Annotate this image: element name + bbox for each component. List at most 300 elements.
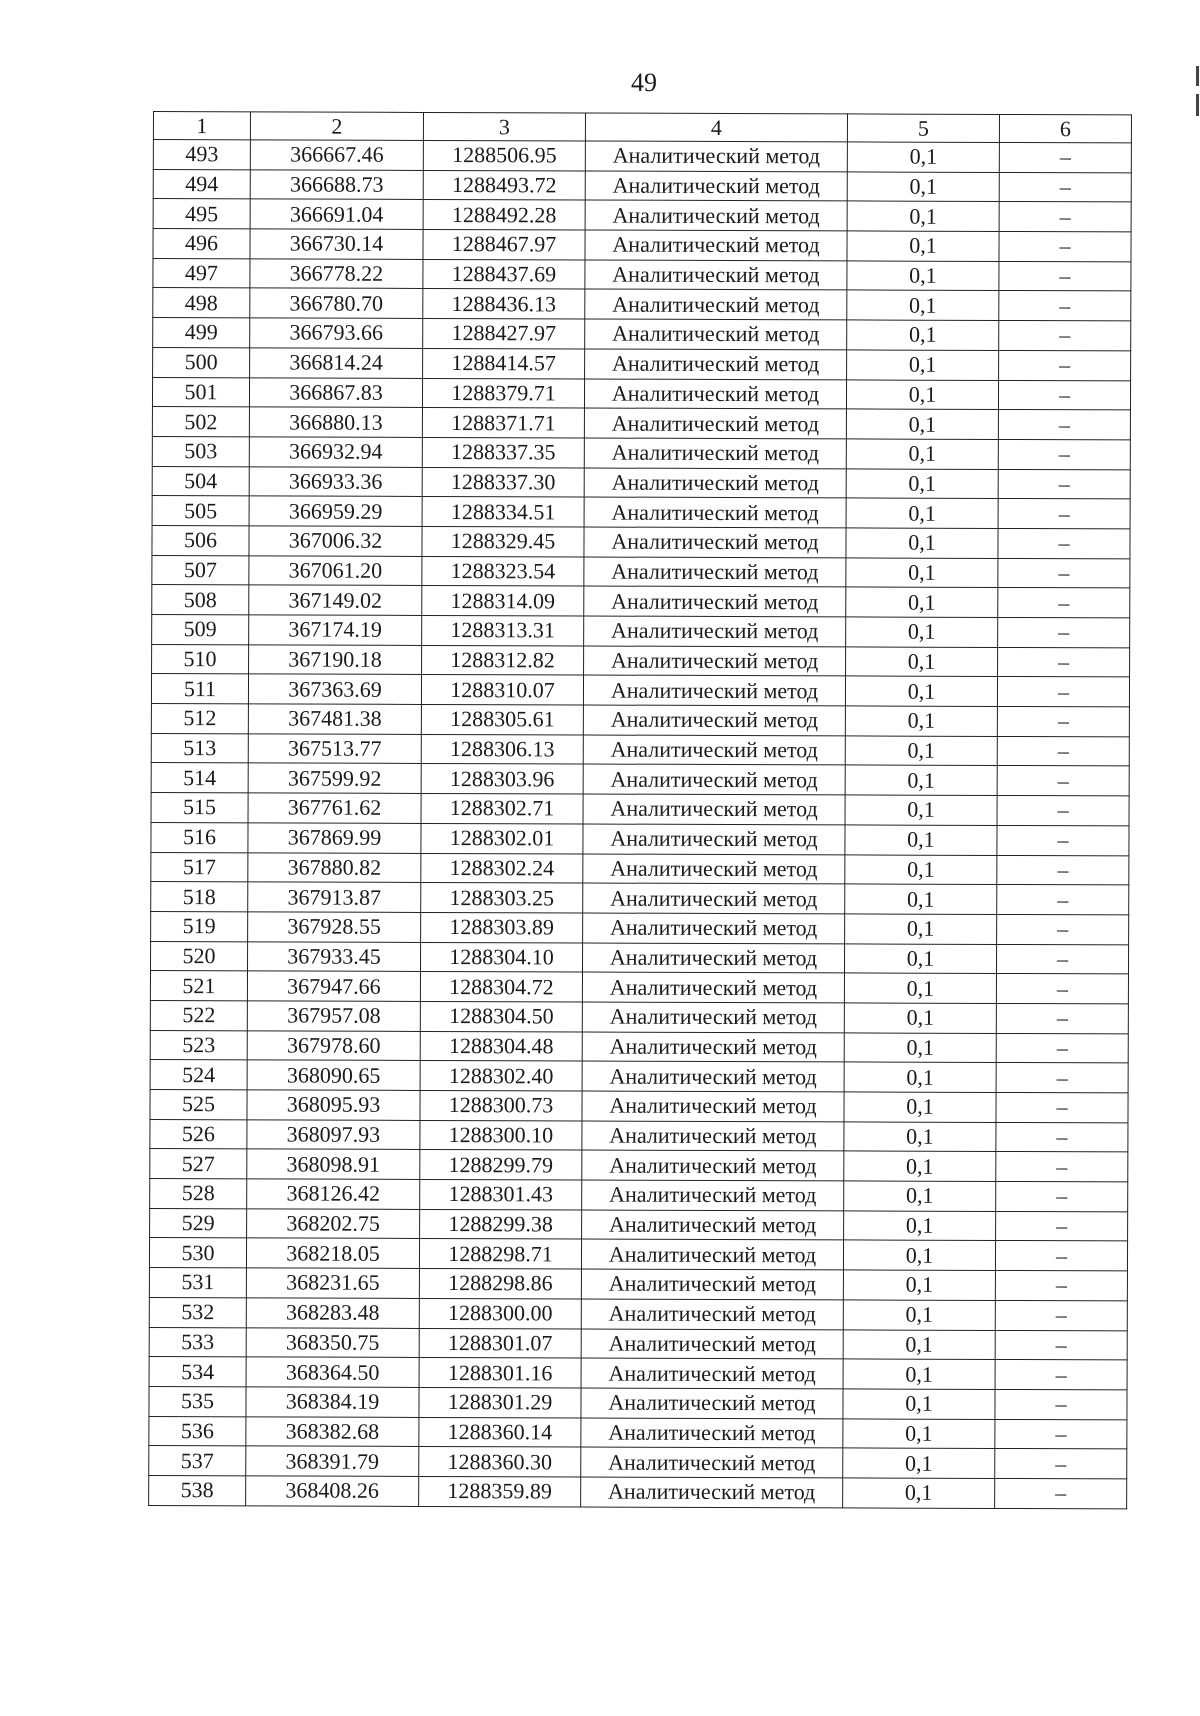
table-row [151, 674, 1129, 707]
accuracy-cell: 0,1 [844, 1211, 996, 1241]
method-cell: Аналитический метод [583, 764, 845, 795]
accuracy-cell: 0,1 [844, 1151, 996, 1181]
note-cell: – [997, 796, 1129, 826]
x-coordinate-cell: 368350.75 [246, 1327, 419, 1357]
point-number-cell: 527 [150, 1149, 247, 1179]
y-coordinate-cell: 1288337.35 [422, 437, 584, 467]
y-coordinate-cell: 1288371.71 [422, 408, 584, 438]
x-coordinate-cell: 367061.20 [249, 555, 422, 585]
table-row [152, 555, 1130, 588]
y-coordinate-cell: 1288359.89 [419, 1476, 581, 1506]
x-coordinate-cell: 368095.93 [247, 1090, 420, 1120]
y-coordinate-cell: 1288467.97 [423, 230, 585, 260]
y-coordinate-cell: 1288323.54 [422, 556, 584, 586]
y-coordinate-cell: 1288303.25 [421, 883, 583, 913]
point-number-cell: 496 [153, 229, 250, 259]
x-coordinate-cell: 367933.45 [247, 941, 420, 971]
accuracy-cell: 0,1 [845, 914, 997, 944]
method-cell: Аналитический метод [583, 824, 845, 855]
accuracy-cell: 0,1 [846, 558, 998, 588]
table-row [153, 169, 1131, 202]
method-cell: Аналитический метод [582, 1002, 844, 1033]
accuracy-cell: 0,1 [844, 973, 996, 1003]
table-row [151, 822, 1129, 855]
accuracy-cell: 0,1 [845, 765, 997, 795]
column-header: 3 [423, 112, 585, 141]
scan-edge-mark [1196, 94, 1199, 116]
point-number-cell: 529 [150, 1208, 247, 1238]
method-cell: Аналитический метод [581, 1239, 843, 1270]
accuracy-cell: 0,1 [847, 320, 999, 350]
x-coordinate-cell: 368391.79 [246, 1446, 419, 1476]
point-number-cell: 520 [150, 941, 247, 971]
note-cell: – [996, 1033, 1128, 1063]
method-cell: Аналитический метод [584, 586, 846, 617]
method-cell: Аналитический метод [582, 1121, 844, 1152]
x-coordinate-cell: 366730.14 [250, 229, 423, 259]
note-cell: – [998, 528, 1130, 558]
point-number-cell: 536 [149, 1416, 246, 1446]
accuracy-cell: 0,1 [844, 1003, 996, 1033]
note-cell: – [999, 142, 1131, 172]
y-coordinate-cell: 1288360.14 [419, 1417, 581, 1447]
x-coordinate-cell: 368283.48 [246, 1298, 419, 1328]
accuracy-cell: 0,1 [845, 795, 997, 825]
y-coordinate-cell: 1288301.16 [419, 1358, 581, 1388]
y-coordinate-cell: 1288312.82 [422, 645, 584, 675]
table-row [152, 614, 1130, 647]
method-cell: Аналитический метод [584, 379, 846, 410]
accuracy-cell: 0,1 [845, 706, 997, 736]
method-cell: Аналитический метод [582, 972, 844, 1003]
point-number-cell: 514 [151, 763, 248, 793]
method-cell: Аналитический метод [584, 438, 846, 469]
note-cell: – [996, 944, 1128, 974]
method-cell: Аналитический метод [581, 1418, 843, 1449]
method-cell: Аналитический метод [582, 1032, 844, 1063]
column-header: 5 [847, 114, 999, 143]
table-row [152, 644, 1130, 677]
accuracy-cell: 0,1 [844, 943, 996, 973]
table-row [153, 229, 1131, 262]
accuracy-cell: 0,1 [847, 231, 999, 261]
accuracy-cell: 0,1 [845, 676, 997, 706]
y-coordinate-cell: 1288302.01 [421, 823, 583, 853]
accuracy-cell: 0,1 [843, 1329, 995, 1359]
page-number: 49 [631, 68, 657, 97]
point-number-cell: 537 [149, 1446, 246, 1476]
accuracy-cell: 0,1 [847, 142, 999, 172]
table-row [150, 1179, 1128, 1212]
point-number-cell: 499 [153, 318, 250, 348]
y-coordinate-cell: 1288436.13 [423, 289, 585, 319]
y-coordinate-cell: 1288303.89 [421, 912, 583, 942]
accuracy-cell: 0,1 [845, 884, 997, 914]
table-row [150, 1030, 1128, 1063]
point-number-cell: 507 [152, 555, 249, 585]
note-cell: – [998, 647, 1130, 677]
point-number-cell: 512 [151, 704, 248, 734]
y-coordinate-cell: 1288299.79 [420, 1150, 582, 1180]
accuracy-cell: 0,1 [846, 379, 998, 409]
accuracy-cell: 0,1 [845, 736, 997, 766]
method-cell: Аналитический метод [584, 557, 846, 588]
point-number-cell: 531 [149, 1268, 246, 1298]
note-cell: – [995, 1389, 1127, 1419]
table-row [152, 466, 1130, 499]
point-number-cell: 534 [149, 1357, 246, 1387]
x-coordinate-cell: 366814.24 [250, 348, 423, 378]
table-row [149, 1327, 1127, 1360]
note-cell: – [997, 736, 1129, 766]
table-row [150, 1060, 1128, 1093]
y-coordinate-cell: 1288379.71 [422, 378, 584, 408]
y-coordinate-cell: 1288299.38 [420, 1209, 582, 1239]
table-row [153, 140, 1131, 173]
note-cell: – [999, 202, 1131, 232]
note-cell: – [996, 1003, 1128, 1033]
point-number-cell: 518 [151, 882, 248, 912]
x-coordinate-cell: 367149.02 [249, 585, 422, 615]
point-number-cell: 515 [151, 793, 248, 823]
method-cell: Аналитический метод [584, 497, 846, 528]
x-coordinate-cell: 367174.19 [249, 615, 422, 645]
note-cell: – [997, 885, 1129, 915]
table-row [150, 971, 1128, 1004]
point-number-cell: 493 [153, 140, 250, 170]
table-row [153, 199, 1131, 232]
coordinates-table [148, 111, 1132, 1509]
y-coordinate-cell: 1288493.72 [423, 170, 585, 200]
x-coordinate-cell: 367880.82 [248, 852, 421, 882]
y-coordinate-cell: 1288337.30 [422, 467, 584, 497]
accuracy-cell: 0,1 [843, 1389, 995, 1419]
x-coordinate-cell: 367513.77 [248, 734, 421, 764]
accuracy-cell: 0,1 [847, 290, 999, 320]
y-coordinate-cell: 1288334.51 [422, 497, 584, 527]
note-cell: – [995, 1271, 1127, 1301]
table-row [149, 1446, 1127, 1479]
note-cell: – [997, 677, 1129, 707]
column-header: 1 [153, 112, 250, 140]
y-coordinate-cell: 1288313.31 [422, 615, 584, 645]
accuracy-cell: 0,1 [846, 647, 998, 677]
x-coordinate-cell: 366867.83 [249, 377, 422, 407]
x-coordinate-cell: 368384.19 [246, 1387, 419, 1417]
method-cell: Аналитический метод [585, 171, 847, 202]
y-coordinate-cell: 1288314.09 [422, 586, 584, 616]
note-cell: – [995, 1449, 1127, 1479]
table-row [151, 733, 1129, 766]
point-number-cell: 506 [152, 525, 249, 555]
scan-edge-mark [1196, 66, 1199, 86]
table-row [150, 941, 1128, 974]
y-coordinate-cell: 1288306.13 [421, 734, 583, 764]
note-cell: – [999, 291, 1131, 321]
point-number-cell: 497 [153, 258, 250, 288]
table-row [149, 1475, 1127, 1508]
table-row [150, 1149, 1128, 1182]
y-coordinate-cell: 1288301.29 [419, 1387, 581, 1417]
note-cell: – [999, 321, 1131, 351]
note-cell: – [998, 410, 1130, 440]
note-cell: – [995, 1300, 1127, 1330]
note-cell: – [998, 469, 1130, 499]
accuracy-cell: 0,1 [844, 1062, 996, 1092]
table-row [153, 318, 1131, 351]
accuracy-cell: 0,1 [847, 350, 999, 380]
point-number-cell: 501 [152, 377, 249, 407]
table-row [151, 763, 1129, 796]
note-cell: – [996, 974, 1128, 1004]
point-number-cell: 498 [153, 288, 250, 318]
method-cell: Аналитический метод [581, 1299, 843, 1330]
accuracy-cell: 0,1 [843, 1270, 995, 1300]
method-cell: Аналитический метод [584, 468, 846, 499]
x-coordinate-cell: 366880.13 [249, 407, 422, 437]
x-coordinate-cell: 367978.60 [247, 1030, 420, 1060]
accuracy-cell: 0,1 [847, 261, 999, 291]
table-row [150, 1208, 1128, 1241]
accuracy-cell: 0,1 [847, 172, 999, 202]
method-cell: Аналитический метод [581, 1329, 843, 1360]
method-cell: Аналитический метод [581, 1388, 843, 1419]
note-cell: – [995, 1360, 1127, 1390]
method-cell: Аналитический метод [584, 527, 846, 558]
table-row [151, 704, 1129, 737]
y-coordinate-cell: 1288329.45 [422, 526, 584, 556]
x-coordinate-cell: 366667.46 [250, 140, 423, 170]
note-cell: – [998, 617, 1130, 647]
accuracy-cell: 0,1 [845, 854, 997, 884]
note-cell: – [997, 707, 1129, 737]
method-cell: Аналитический метод [581, 1447, 843, 1478]
y-coordinate-cell: 1288437.69 [423, 259, 585, 289]
accuracy-cell: 0,1 [843, 1359, 995, 1389]
x-coordinate-cell: 368218.05 [246, 1238, 419, 1268]
note-cell: – [997, 766, 1129, 796]
accuracy-cell: 0,1 [847, 201, 999, 231]
point-number-cell: 538 [149, 1475, 246, 1505]
x-coordinate-cell: 367928.55 [248, 912, 421, 942]
note-cell: – [995, 1241, 1127, 1271]
table-row [152, 585, 1130, 618]
y-coordinate-cell: 1288304.50 [420, 1001, 582, 1031]
accuracy-cell: 0,1 [844, 1181, 996, 1211]
point-number-cell: 524 [150, 1060, 247, 1090]
x-coordinate-cell: 367869.99 [248, 823, 421, 853]
table-row [149, 1297, 1127, 1330]
point-number-cell: 533 [149, 1327, 246, 1357]
x-coordinate-cell: 366932.94 [249, 437, 422, 467]
y-coordinate-cell: 1288298.71 [419, 1239, 581, 1269]
table-row [150, 1119, 1128, 1152]
table-row [150, 1000, 1128, 1033]
accuracy-cell: 0,1 [843, 1478, 995, 1508]
x-coordinate-cell: 366793.66 [250, 318, 423, 348]
note-cell: – [998, 588, 1130, 618]
method-cell: Аналитический метод [583, 675, 845, 706]
x-coordinate-cell: 368231.65 [246, 1268, 419, 1298]
table-row [152, 496, 1130, 529]
accuracy-cell: 0,1 [846, 617, 998, 647]
table-row [153, 288, 1131, 321]
y-coordinate-cell: 1288300.10 [420, 1120, 582, 1150]
point-number-cell: 526 [150, 1119, 247, 1149]
method-cell: Аналитический метод [583, 883, 845, 914]
y-coordinate-cell: 1288414.57 [423, 348, 585, 378]
table-row [153, 347, 1131, 380]
point-number-cell: 505 [152, 496, 249, 526]
table-row [153, 258, 1131, 291]
x-coordinate-cell: 366933.36 [249, 466, 422, 496]
table-row [152, 407, 1130, 440]
x-coordinate-cell: 366959.29 [249, 496, 422, 526]
y-coordinate-cell: 1288302.71 [421, 794, 583, 824]
x-coordinate-cell: 367363.69 [248, 674, 421, 704]
y-coordinate-cell: 1288304.10 [420, 942, 582, 972]
y-coordinate-cell: 1288300.00 [419, 1298, 581, 1328]
method-cell: Аналитический метод [583, 913, 845, 944]
table-row [149, 1238, 1127, 1271]
x-coordinate-cell: 367947.66 [247, 971, 420, 1001]
accuracy-cell: 0,1 [846, 468, 998, 498]
note-cell: – [995, 1478, 1127, 1508]
y-coordinate-cell: 1288301.43 [420, 1180, 582, 1210]
accuracy-cell: 0,1 [846, 498, 998, 528]
x-coordinate-cell: 368126.42 [247, 1179, 420, 1209]
y-coordinate-cell: 1288305.61 [421, 705, 583, 735]
x-coordinate-cell: 367599.92 [248, 763, 421, 793]
y-coordinate-cell: 1288427.97 [423, 319, 585, 349]
note-cell: – [997, 855, 1129, 885]
x-coordinate-cell: 368097.93 [247, 1120, 420, 1150]
y-coordinate-cell: 1288310.07 [421, 675, 583, 705]
table-row [152, 436, 1130, 469]
method-cell: Аналитический метод [585, 260, 847, 291]
note-cell: – [996, 1063, 1128, 1093]
table-row [151, 911, 1129, 944]
accuracy-cell: 0,1 [846, 409, 998, 439]
point-number-cell: 519 [151, 911, 248, 941]
y-coordinate-cell: 1288303.96 [421, 764, 583, 794]
note-cell: – [999, 232, 1131, 262]
accuracy-cell: 0,1 [843, 1300, 995, 1330]
method-cell: Аналитический метод [582, 1150, 844, 1181]
method-cell: Аналитический метод [583, 735, 845, 766]
method-cell: Аналитический метод [581, 1477, 843, 1508]
table-row [149, 1386, 1127, 1419]
note-cell: – [996, 1211, 1128, 1241]
x-coordinate-cell: 366691.04 [250, 199, 423, 229]
table-row [149, 1357, 1127, 1390]
table-row [150, 1089, 1128, 1122]
accuracy-cell: 0,1 [843, 1418, 995, 1448]
column-header: 2 [250, 112, 423, 141]
y-coordinate-cell: 1288300.73 [420, 1090, 582, 1120]
method-cell: Аналитический метод [582, 1180, 844, 1211]
point-number-cell: 500 [153, 347, 250, 377]
point-number-cell: 535 [149, 1386, 246, 1416]
accuracy-cell: 0,1 [846, 439, 998, 469]
point-number-cell: 521 [150, 971, 247, 1001]
method-cell: Аналитический метод [582, 1091, 844, 1122]
point-number-cell: 495 [153, 199, 250, 229]
x-coordinate-cell: 368408.26 [246, 1476, 419, 1506]
method-cell: Аналитический метод [585, 289, 847, 320]
point-number-cell: 530 [149, 1238, 246, 1268]
y-coordinate-cell: 1288302.24 [421, 853, 583, 883]
method-cell: Аналитический метод [581, 1358, 843, 1389]
note-cell: – [997, 825, 1129, 855]
method-cell: Аналитический метод [585, 319, 847, 350]
column-header: 4 [585, 113, 847, 142]
accuracy-cell: 0,1 [844, 1033, 996, 1063]
column-header: 6 [999, 114, 1131, 142]
note-cell: – [996, 1122, 1128, 1152]
table-row [151, 852, 1129, 885]
method-cell: Аналитический метод [583, 854, 845, 885]
note-cell: – [998, 499, 1130, 529]
table-row [151, 882, 1129, 915]
x-coordinate-cell: 368090.65 [247, 1060, 420, 1090]
note-cell: – [999, 350, 1131, 380]
header-row [153, 112, 1131, 143]
x-coordinate-cell: 366688.73 [250, 170, 423, 200]
note-cell: – [998, 439, 1130, 469]
point-number-cell: 509 [152, 614, 249, 644]
table-row [149, 1268, 1127, 1301]
note-cell: – [995, 1419, 1127, 1449]
point-number-cell: 528 [150, 1179, 247, 1209]
y-coordinate-cell: 1288304.48 [420, 1031, 582, 1061]
method-cell: Аналитический метод [582, 943, 844, 974]
point-number-cell: 503 [152, 436, 249, 466]
point-number-cell: 517 [151, 852, 248, 882]
method-cell: Аналитический метод [584, 408, 846, 439]
accuracy-cell: 0,1 [846, 528, 998, 558]
y-coordinate-cell: 1288298.86 [419, 1269, 581, 1299]
x-coordinate-cell: 367006.32 [249, 526, 422, 556]
method-cell: Аналитический метод [584, 646, 846, 677]
accuracy-cell: 0,1 [844, 1092, 996, 1122]
accuracy-cell: 0,1 [843, 1240, 995, 1270]
x-coordinate-cell: 368364.50 [246, 1357, 419, 1387]
accuracy-cell: 0,1 [844, 1122, 996, 1152]
point-number-cell: 513 [151, 733, 248, 763]
method-cell: Аналитический метод [583, 794, 845, 825]
point-number-cell: 510 [152, 644, 249, 674]
point-number-cell: 494 [153, 169, 250, 199]
method-cell: Аналитический метод [581, 1269, 843, 1300]
point-number-cell: 525 [150, 1089, 247, 1119]
y-coordinate-cell: 1288492.28 [423, 200, 585, 230]
note-cell: – [997, 914, 1129, 944]
method-cell: Аналитический метод [583, 705, 845, 736]
accuracy-cell: 0,1 [846, 587, 998, 617]
note-cell: – [996, 1182, 1128, 1212]
note-cell: – [996, 1152, 1128, 1182]
point-number-cell: 516 [151, 822, 248, 852]
point-number-cell: 508 [152, 585, 249, 615]
y-coordinate-cell: 1288302.40 [420, 1061, 582, 1091]
method-cell: Аналитический метод [585, 230, 847, 261]
note-cell: – [995, 1330, 1127, 1360]
accuracy-cell: 0,1 [843, 1448, 995, 1478]
note-cell: – [999, 172, 1131, 202]
method-cell: Аналитический метод [582, 1210, 844, 1241]
y-coordinate-cell: 1288301.07 [419, 1328, 581, 1358]
